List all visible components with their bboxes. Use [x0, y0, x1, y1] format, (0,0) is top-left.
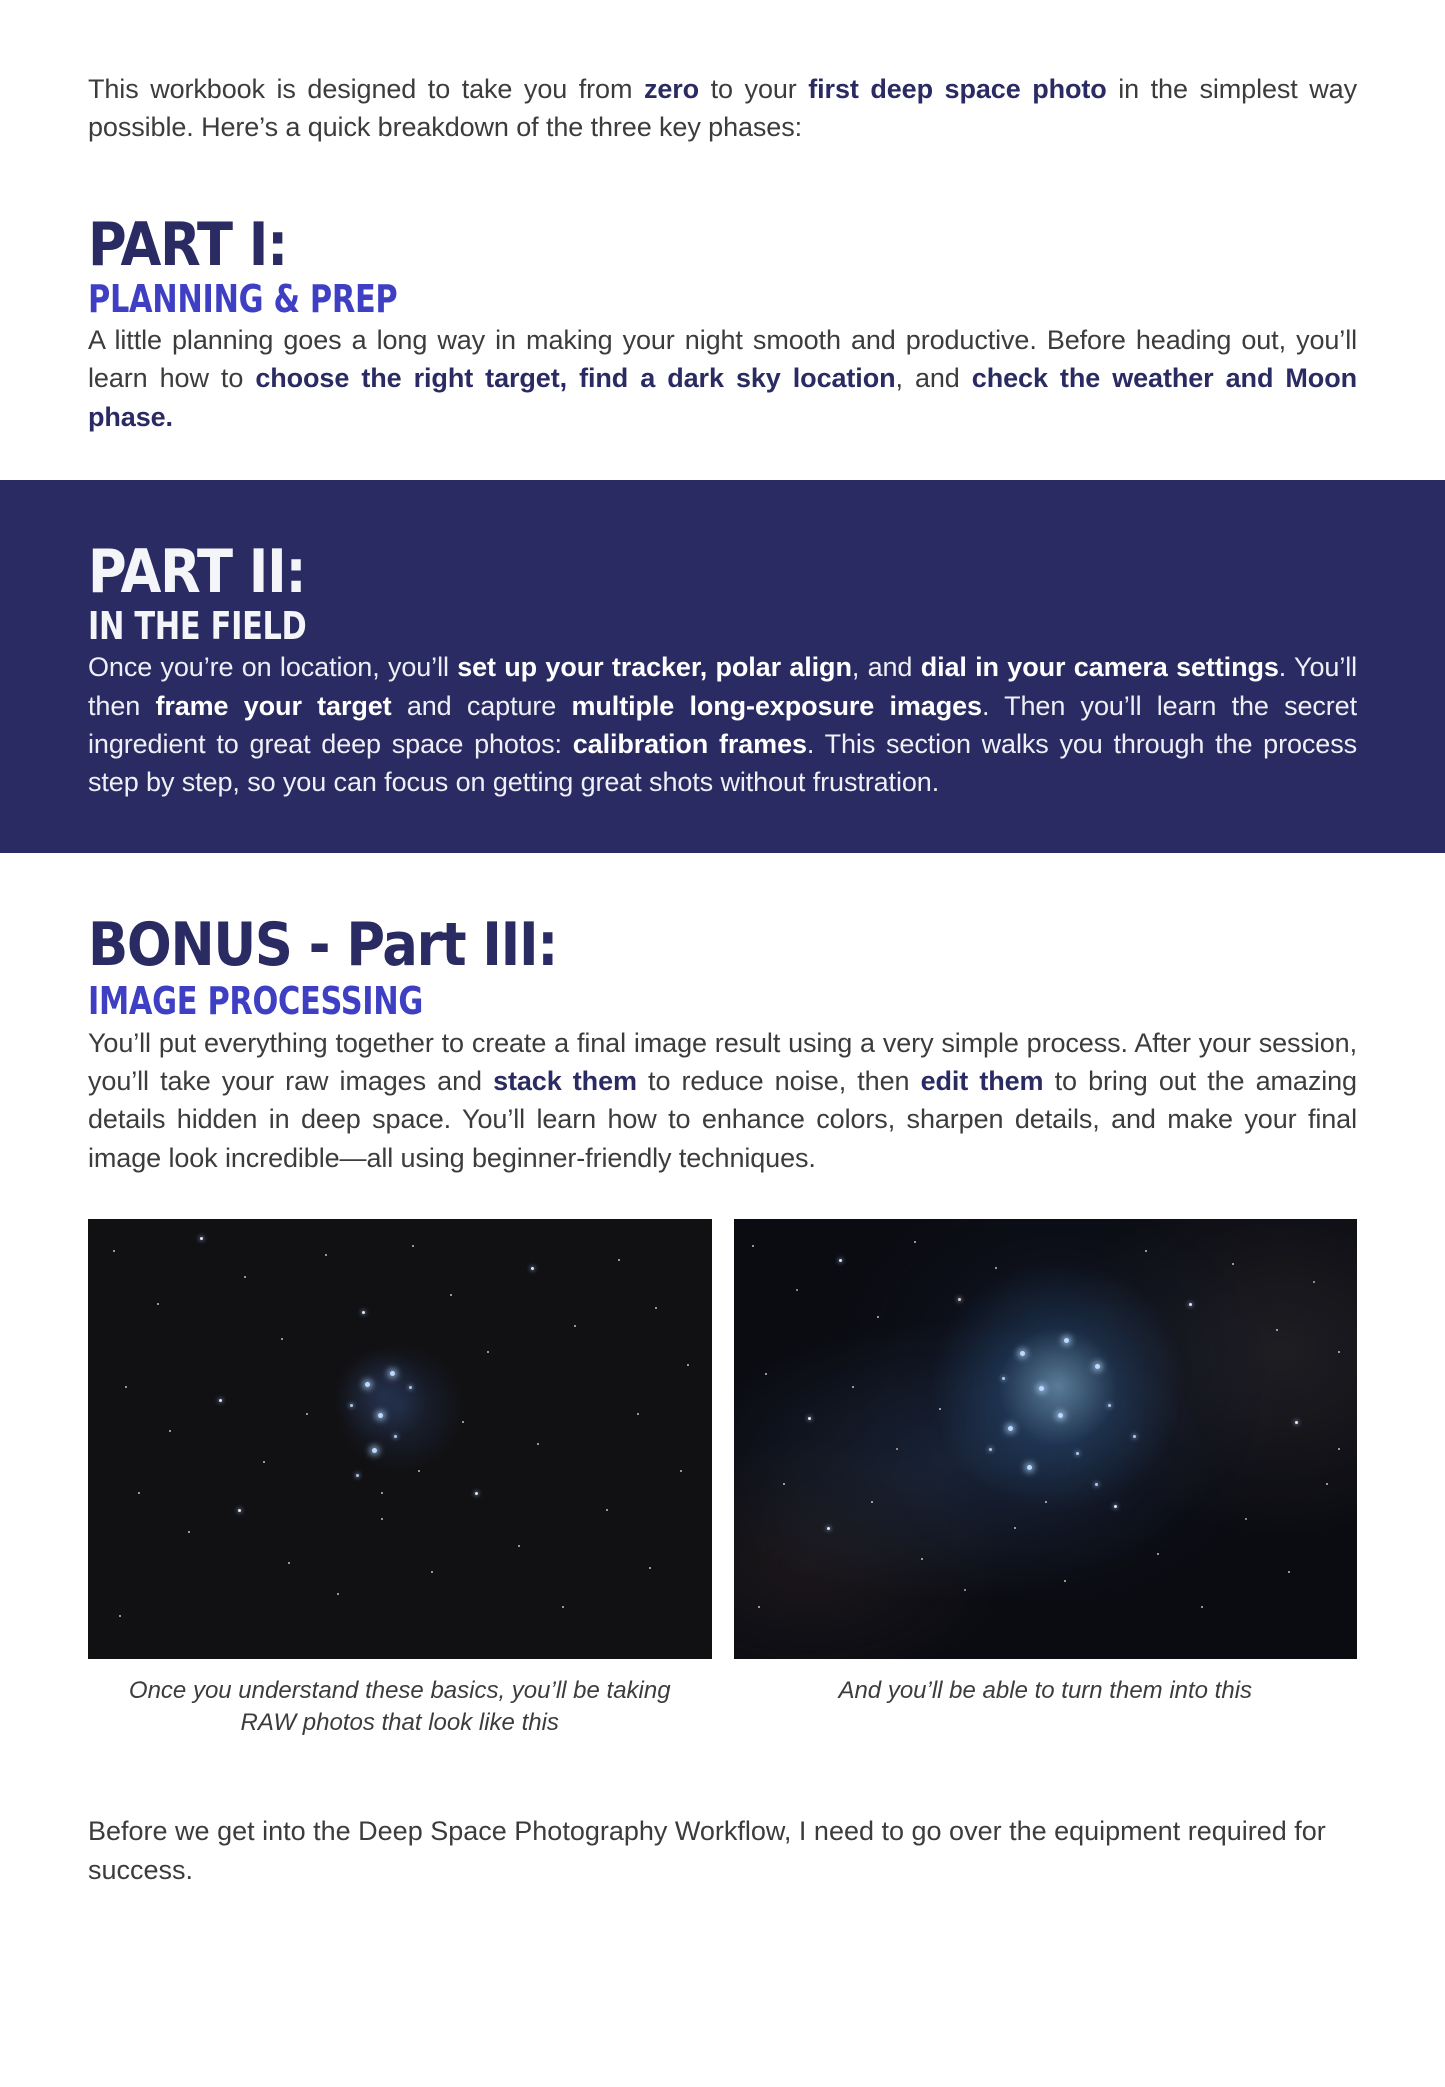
intro-text-after: in the simplest way possible. Here’s a quick breakdown of the three key phases:: [88, 74, 1357, 143]
part-three-title: BONUS - Part III:: [88, 910, 558, 981]
part-two-body-3: . You’ll then: [88, 652, 1358, 721]
figure-processed-caption: And you’ll be able to turn them into this: [838, 1677, 1253, 1705]
part-one-body-2: , and: [895, 363, 972, 394]
intro-text-mid: to your: [699, 74, 809, 104]
processed-photo-image: [734, 1219, 1358, 1659]
part-one-body: [88, 321, 1357, 436]
part-one-title: PART I:: [88, 209, 287, 280]
part-two-bold-3: frame your target: [155, 690, 392, 721]
part-two-bold-2: dial in your camera settings: [920, 652, 1279, 683]
part-two-bold-1: set up your tracker, polar align: [457, 652, 852, 683]
part-one-subtitle: PLANNING & PREP: [88, 276, 398, 321]
star-field: [734, 1219, 1358, 1659]
figure-row: [0, 1219, 1445, 1738]
part-one-bold-1: choose the right target, find a dark sky location: [255, 363, 896, 394]
section-part-one: [0, 147, 1445, 436]
raw-photo-image: [88, 1219, 712, 1659]
part-two-body-4: and capture: [391, 690, 572, 721]
part-three-body-3: to bring out the amazing details hidden in deep space. You’ll learn how to enhance colors, sharpen details, and make your final image look incredible—all using beginner-friendly techniques.: [88, 1066, 1357, 1173]
part-two-body: [88, 648, 1357, 801]
part-one-body-1: A little planning goes a long way in making your night smooth and productive. Before heading out, you’ll learn how to: [88, 324, 1357, 394]
part-two-bold-4: multiple long-exposure images: [571, 690, 982, 721]
star-field: [88, 1219, 712, 1659]
closing-paragraph: Before we get into the Deep Space Photography Workflow, I need to go over the equipment required for success.: [88, 1816, 1326, 1885]
part-three-body: [88, 1024, 1357, 1177]
figure-processed: [734, 1219, 1358, 1707]
intro-bold-zero: zero: [643, 74, 700, 104]
part-three-bold-1: stack them: [493, 1066, 637, 1097]
part-two-body-2: , and: [851, 652, 921, 683]
figure-raw: [88, 1219, 712, 1738]
part-two-body-5: . Then you’ll learn the secret ingredient to great deep space photos:: [88, 690, 1357, 759]
figure-raw-caption: Once you understand these basics, you’ll be taking RAW photos that look like this: [128, 1677, 671, 1736]
intro-bold-first-deep-space-photo: first deep space photo: [808, 74, 1107, 104]
part-two-subtitle: IN THE FIELD: [88, 603, 307, 648]
part-three-bold-2: edit them: [920, 1066, 1044, 1097]
part-two-title: PART II:: [88, 536, 306, 607]
part-two-body-6: . This section walks you through the process step by step, so you can focus on getting great shots without frustration.: [88, 728, 1357, 798]
part-two-body-1: Once you’re on location, you’ll: [88, 652, 458, 683]
part-two-bold-5: calibration frames: [572, 728, 807, 759]
part-three-subtitle: IMAGE PROCESSING: [88, 979, 424, 1024]
intro-paragraph: [0, 0, 1445, 147]
intro-text-before: This workbook is designed to take you from: [88, 74, 644, 104]
part-one-bold-2: check the weather and Moon phase.: [88, 363, 1357, 432]
section-part-three: [0, 853, 1445, 1177]
part-three-body-2: to reduce noise, then: [636, 1066, 921, 1097]
part-three-body-1: You’ll put everything together to create a final image result using a very simple process. After your session, you’ll take your raw images and: [88, 1027, 1357, 1097]
section-part-two: [0, 480, 1445, 854]
